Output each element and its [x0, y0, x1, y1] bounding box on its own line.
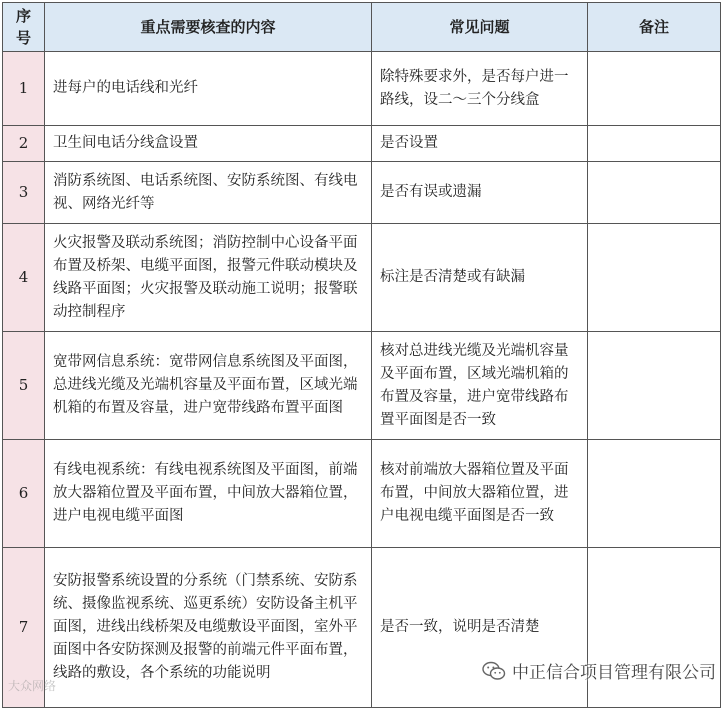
- table-row: [3, 548, 721, 708]
- row-number: 4: [3, 224, 45, 332]
- row-remark: [588, 332, 721, 440]
- row-issue: 核对总进线光缆及光端机容量及平面布置，区域光端机箱的布置及容量，进户宽带线路布置平面图是否一致: [372, 332, 588, 440]
- table-row: [3, 440, 721, 548]
- row-number: 3: [3, 162, 45, 224]
- row-number: 6: [3, 440, 45, 548]
- row-content: 卫生间电话分线盒设置: [45, 126, 372, 162]
- row-content: 火灾报警及联动系统图；消防控制中心设备平面布置及桥架、电缆平面图，报警元件联动模块及线路平面图；火灾报警及联动施工说明；报警联动控制程序: [45, 224, 372, 332]
- table-row: [3, 162, 721, 224]
- header-content: 重点需要核查的内容: [45, 3, 372, 52]
- wechat-icon: [482, 661, 506, 681]
- watermark-brand: [482, 658, 716, 683]
- row-remark: [588, 548, 721, 708]
- table-row: [3, 224, 721, 332]
- header-issue: 常见问题: [372, 3, 588, 52]
- table-row: [3, 52, 721, 126]
- row-issue: 核对前端放大器箱位置及平面布置，中间放大器箱位置，进户电视电缆平面图是否一致: [372, 440, 588, 548]
- row-content: 宽带网信息系统：宽带网信息系统图及平面图，总进线光缆及光端机容量及平面布置，区域光端机箱的布置及容量，进户宽带线路布置平面图: [45, 332, 372, 440]
- row-content: 有线电视系统：有线电视系统图及平面图，前端放大器箱位置及平面布置，中间放大器箱位置，进户电视电缆平面图: [45, 440, 372, 548]
- row-number: 7: [3, 548, 45, 708]
- watermark-left: 大众网络: [8, 679, 57, 693]
- row-remark: [588, 162, 721, 224]
- row-content: 进每户的电话线和光纤: [45, 52, 372, 126]
- row-issue: 除特殊要求外，是否每户进一路线，设二～三个分线盒: [372, 52, 588, 126]
- table-row: [3, 332, 721, 440]
- row-issue: 是否设置: [372, 126, 588, 162]
- header-no-char2: 号: [15, 29, 31, 47]
- row-remark: [588, 126, 721, 162]
- row-remark: [588, 224, 721, 332]
- row-issue: 是否有误或遗漏: [372, 162, 588, 224]
- row-remark: [588, 440, 721, 548]
- row-remark: [588, 52, 721, 126]
- row-issue: 是否一致，说明是否清楚: [372, 548, 588, 708]
- row-number: 5: [3, 332, 45, 440]
- row-issue: 标注是否清楚或有缺漏: [372, 224, 588, 332]
- header-no: [3, 3, 45, 52]
- row-number: 2: [3, 126, 45, 162]
- header-remark: 备注: [588, 3, 721, 52]
- row-content: 消防系统图、电话系统图、安防系统图、有线电视、网络光纤等: [45, 162, 372, 224]
- row-content: 安防报警系统设置的分系统（门禁系统、安防系统、摄像监视系统、巡更系统）安防设备主机平面图，进线出线桥架及电缆敷设平面图，室外平面图中各安防探测及报警的前端元件平面布置，线路的敷设，各个系统的功能说明: [45, 548, 372, 708]
- row-number: 1: [3, 52, 45, 126]
- review-table: [2, 2, 721, 708]
- watermark-brand-text: 中正信合项目管理有限公司: [512, 663, 716, 683]
- table-header-row: [3, 3, 721, 52]
- header-no-char1: 序: [15, 7, 31, 25]
- table-row: [3, 126, 721, 162]
